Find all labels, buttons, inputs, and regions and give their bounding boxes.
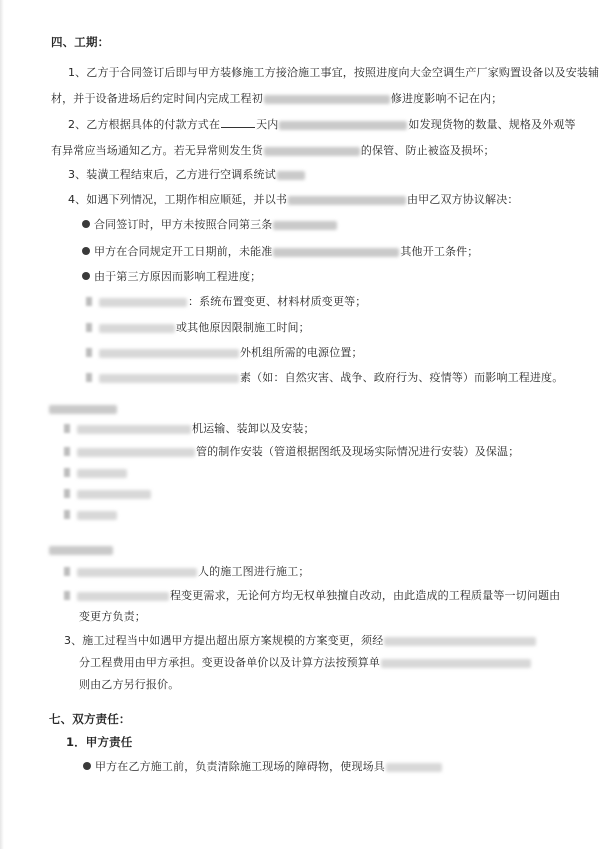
redacted-text bbox=[277, 171, 305, 180]
s7-subtitle-1: 1．甲方责任 bbox=[66, 735, 133, 749]
s5-item-2: 管的制作安装（管道根据图纸及现场实际情况进行安装）及保温； bbox=[64, 445, 519, 459]
s4-subitem-4: 素（如：自然灾害、战争、政府行为、疫情等）而影响工程进度。 bbox=[86, 371, 563, 385]
s4-para3: 3、装潢工程结束后，乙方进行空调系统试 bbox=[68, 168, 306, 182]
s6-item-3-line2: 分工程费用由甲方承担。变更设备单价以及计算方法按预算单 bbox=[79, 656, 532, 670]
section-6-title bbox=[48, 543, 114, 557]
redacted-heading bbox=[49, 405, 117, 414]
s4-bullet-2: 甲方在合同规定开工日期前，未能准 其他开工条件； bbox=[82, 245, 478, 259]
redacted-bullet-icon bbox=[86, 348, 92, 357]
redacted-bullet-icon bbox=[64, 591, 70, 600]
redacted-text bbox=[77, 592, 169, 601]
redacted-text bbox=[279, 121, 407, 130]
s5-item-4 bbox=[64, 487, 152, 501]
s4-para1-line2: 材，并于设备进场后约定时间内完成工程初 修进度影响不记在内； bbox=[51, 92, 503, 105]
section-7-title: 七、双方责任： bbox=[49, 712, 131, 726]
s4-bullet-1: 合同签订时，甲方未按照合同第三条 bbox=[82, 218, 338, 232]
redacted-text bbox=[77, 490, 151, 499]
redacted-bullet-icon bbox=[64, 510, 70, 519]
redacted-text bbox=[99, 374, 239, 383]
s6-item-2-line2: 变更方负责； bbox=[79, 610, 146, 623]
redacted-text bbox=[77, 511, 117, 520]
redacted-bullet-icon bbox=[86, 297, 92, 306]
redacted-text bbox=[77, 568, 197, 577]
redacted-text bbox=[384, 637, 536, 646]
scan-edge-left bbox=[0, 0, 4, 849]
redacted-text bbox=[77, 469, 127, 478]
redacted-text bbox=[264, 147, 360, 156]
redacted-text bbox=[99, 298, 187, 307]
redacted-bullet-icon bbox=[64, 567, 70, 576]
s4-subitem-2: 或其他原因限制施工时间； bbox=[86, 321, 310, 335]
s4-subitem-3: 外机组所需的电源位置； bbox=[86, 346, 363, 360]
bullet-dot-icon bbox=[82, 272, 90, 280]
redacted-bullet-icon bbox=[64, 424, 70, 433]
redacted-text bbox=[273, 248, 399, 257]
s6-item-3-line3: 则由乙方另行报价。 bbox=[79, 678, 180, 691]
redacted-text bbox=[77, 425, 191, 434]
s4-para2-line2: 有异常应当场通知乙方。若无异常则发生货 的保管、防止被盗及损坏； bbox=[51, 144, 495, 157]
redacted-text bbox=[273, 221, 337, 230]
blank-underline bbox=[221, 127, 255, 128]
redacted-text bbox=[99, 349, 239, 358]
bullet-dot-icon bbox=[82, 247, 90, 255]
s6-item-3-line1: 3、施工过程当中如遇甲方提出超出原方案规模的方案变更，须经 bbox=[64, 634, 537, 648]
s4-bullet-3: 由于第三方原因而影响工程进度； bbox=[82, 270, 261, 284]
s7-bullet-1: 甲方在乙方施工前，负责清除施工现场的障碍物，使现场具 bbox=[83, 760, 443, 774]
redacted-text bbox=[381, 659, 531, 668]
redacted-text bbox=[386, 763, 442, 772]
section-4-title: 四、工期： bbox=[51, 35, 110, 49]
redacted-text bbox=[288, 196, 406, 205]
s5-item-3 bbox=[64, 466, 128, 480]
s4-para1-line1: 1、乙方于合同签订后即与甲方装修施工方接洽施工事宜，按照进度向大金空调生产厂家购置设备以及安装辅 bbox=[68, 66, 600, 79]
redacted-bullet-icon bbox=[86, 323, 92, 332]
s5-item-1: 机运输、装卸以及安装； bbox=[64, 422, 315, 436]
section-5-title bbox=[48, 402, 118, 416]
redacted-bullet-icon bbox=[86, 373, 92, 382]
s4-subitem-1: ：系统布置变更、材料材质变更等； bbox=[86, 295, 366, 309]
s5-item-5 bbox=[64, 508, 118, 522]
s6-item-1: 人的施工图进行施工； bbox=[64, 565, 310, 579]
bullet-dot-icon bbox=[83, 762, 91, 770]
redacted-text bbox=[264, 95, 390, 104]
redacted-bullet-icon bbox=[64, 489, 70, 498]
bullet-dot-icon bbox=[82, 220, 90, 228]
s6-item-2-line1: 程变更需求，无论何方均无权单独擅自改动，由此造成的工程质量等一切问题由 bbox=[64, 589, 560, 603]
redacted-text bbox=[77, 448, 195, 457]
redacted-bullet-icon bbox=[64, 447, 70, 456]
s4-para4: 4、如遇下列情况，工期作相应顺延，并以书 由甲乙双方协议解决： bbox=[68, 193, 519, 206]
redacted-text bbox=[99, 324, 175, 333]
redacted-bullet-icon bbox=[64, 468, 70, 477]
s4-para2-line1: 2、乙方根据具体的付款方式在 天内 如发现货物的数量、规格及外观等 bbox=[68, 118, 576, 131]
redacted-heading bbox=[49, 546, 113, 555]
